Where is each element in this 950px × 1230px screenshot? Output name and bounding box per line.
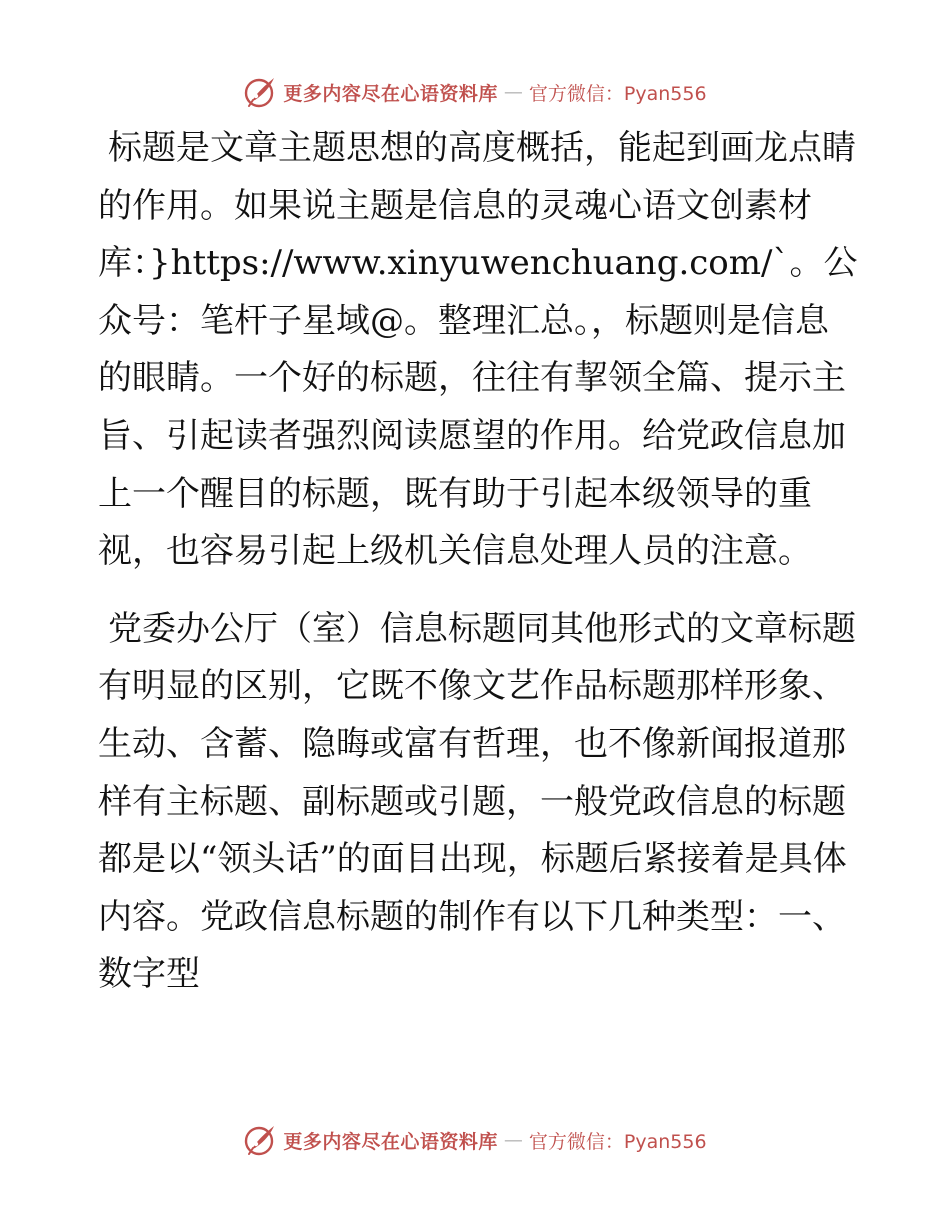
header-brand-text: 更多内容尽在心语资料库 — [283, 82, 498, 105]
header-contact-text: 官方微信：Pyan556 — [528, 82, 707, 105]
footer-banner-inner — [243, 1123, 706, 1157]
header-dash: — — [503, 81, 523, 103]
paragraph-2: 党委办公厅（室）信息标题同其他形式的文章标题有明显的区别，它既不像文艺作品标题那样形象、生动、含蓄、隐晦或富有哲理，也不像新闻报道那样有主标题、副标题或引题，一般党政信息的标题都是以“领头话”的面目出现，标题后紧接着是具体内容。党政信息标题的制作有以下几种类型：一、数字型 — [98, 608, 856, 995]
footer-contact-text: 官方微信：Pyan556 — [528, 1130, 707, 1153]
header-banner — [0, 72, 950, 112]
footer-dash: — — [503, 1129, 523, 1151]
header-banner-inner — [243, 75, 706, 109]
paragraph-1: 标题是文章主题思想的高度概括，能起到画龙点睛的作用。如果说主题是信息的灵魂心语文创素材库：}https://www.xinyuwenchuang.com/`。公众号：笔杆子星域@。整理汇总。，标题则是信息的眼睛。一个好的标题，往往有挈领全篇、提示主旨、引起读者强烈阅读愿望的作用。给党政信息加上一个醒目的标题，既有助于引起本级领导的重视，也容易引起上级机关信息处理人员的注意。 — [98, 128, 858, 572]
footer-banner — [0, 1120, 950, 1160]
quill-pen-logo-icon — [243, 1123, 277, 1157]
footer-brand-text: 更多内容尽在心语资料库 — [283, 1130, 498, 1153]
document-body — [98, 120, 858, 1004]
quill-pen-logo-icon — [243, 75, 277, 109]
